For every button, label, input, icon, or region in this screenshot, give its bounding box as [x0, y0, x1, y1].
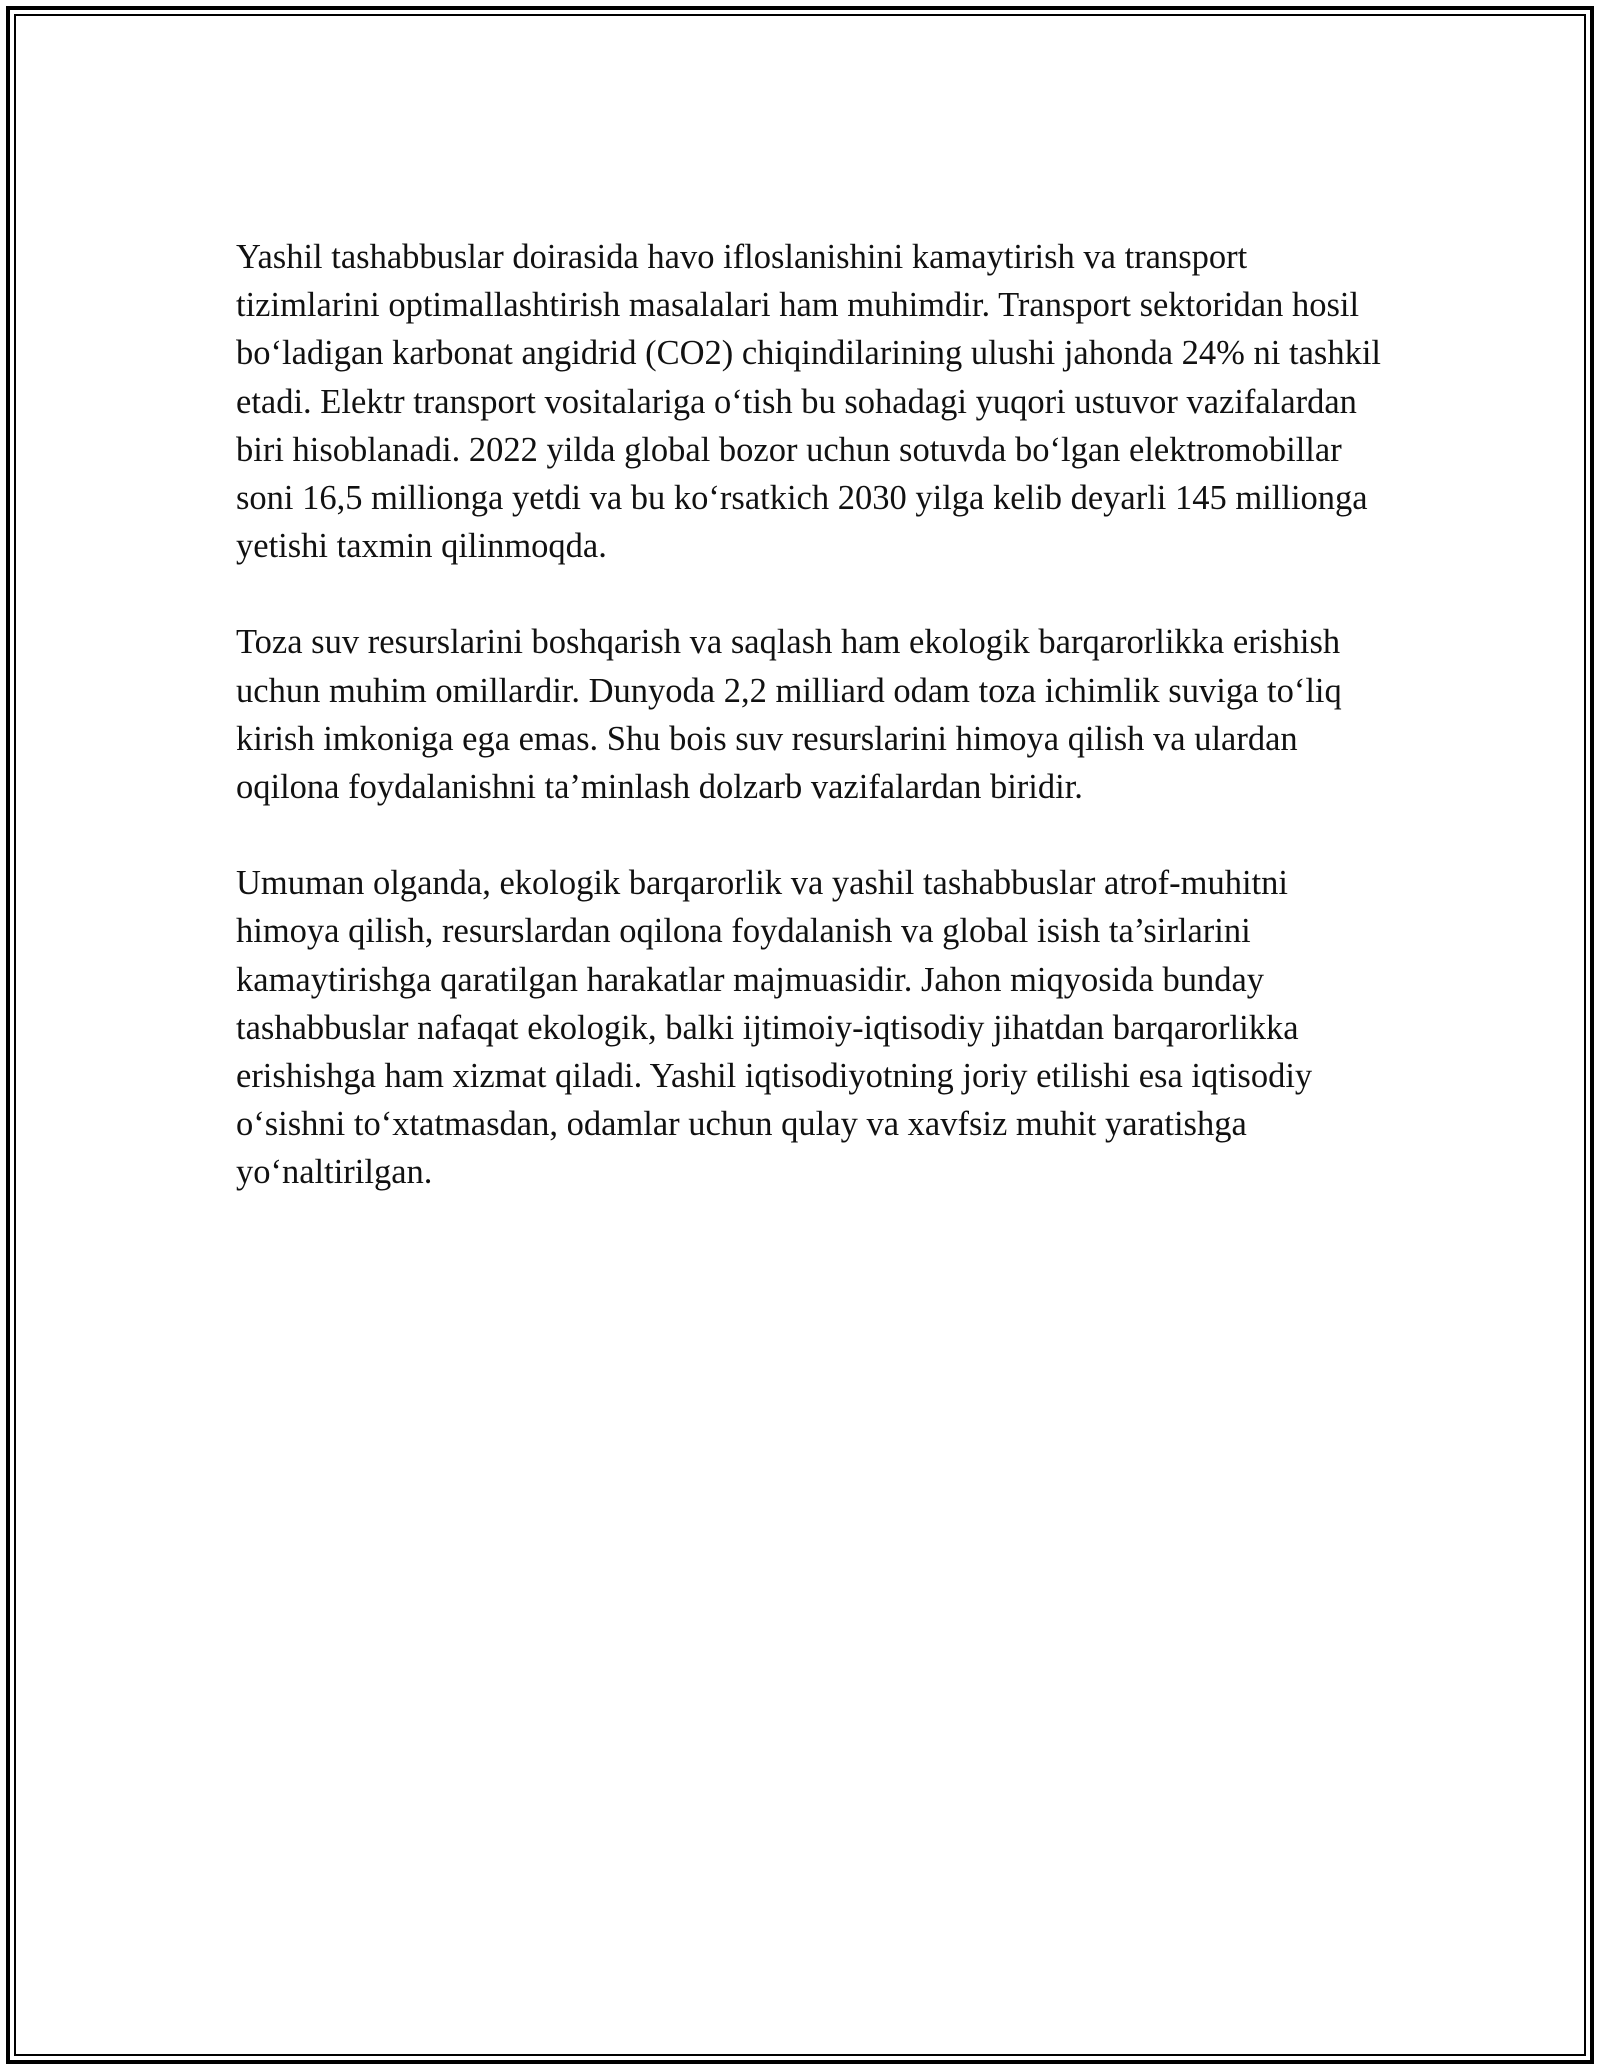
paragraph-water: Toza suv resurslarini boshqarish va saqlash ham ekologik barqarorlikka erishish uchun muhim omillardir. Dunyoda 2,2 milliard odam toza ichimlik suviga to‘liq kirish imkoniga ega emas. Shu bois suv resurslarini himoya qilish va ulardan oqilona foydalanishni ta’minlash dolzarb vazifalardan biridir. — [236, 623, 1342, 807]
paragraph-transport: Yashil tashabbuslar doirasida havo ifloslanishini kamaytirish va transport tizimlarini optimallashtirish masalalari ham muhimdir. Transport sektoridan hosil bo‘ladigan karbonat angidrid (CO2) chiqindilarining ulushi jahonda 24% ni tashkil etadi. Elektr transport vositalariga o‘tish bu sohadagi yuqori ustuvor vazifalardan biri hisoblanadi. 2022 yilda global bozor uchun sotuvda bo‘lgan elektromobillar soni 16,5 millionga yetdi va bu ko‘rsatkich 2030 yilga kelib deyarli 145 millionga yetishi taxmin qilinmoqda. — [236, 238, 1381, 566]
document-body — [236, 233, 1386, 1245]
paragraph-conclusion: Umuman olganda, ekologik barqarorlik va yashil tashabbuslar atrof-muhitni himoya qilish, resurslardan oqilona foydalanish va global isish ta’sirlarini kamaytirishga qaratilgan harakatlar majmuasidir. Jahon miqyosida bunday tashabbuslar nafaqat ekologik, balki ijtimoiy-iqtisodiy jihatdan barqarorlikka erishishga ham xizmat qiladi. Yashil iqtisodiyotning joriy etilishi esa iqtisodiy o‘sishni to‘xtatmasdan, odamlar uchun qulay va xavfsiz muhit yaratishga yo‘naltirilgan. — [236, 864, 1313, 1192]
